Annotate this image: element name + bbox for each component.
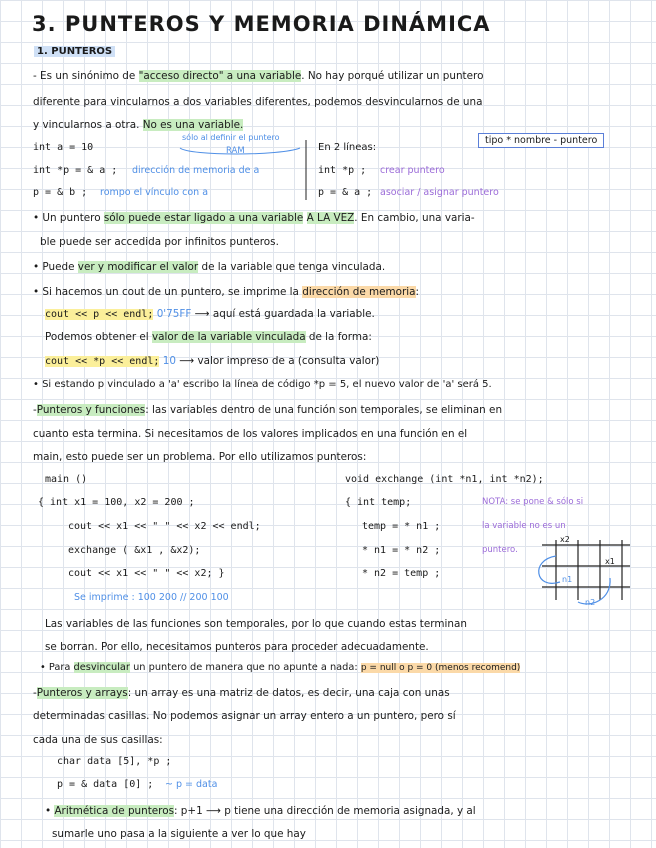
code-line: * n1 = * n2 ; [362,545,441,556]
code-line: { int temp; [345,497,412,508]
code-line: int a = 10 [33,142,94,153]
grid-label: n2 [585,598,596,607]
annotation: asociar / asignar puntero [380,187,499,198]
code-line: char data [5], *p ; [57,756,172,767]
note-line: NOTA: se pone & sólo si [482,497,584,507]
annotation: ~ p = data [165,779,218,790]
note-heading: En 2 líneas: [318,142,377,153]
grid-label: x2 [560,535,570,544]
section-heading-punteros: 1. PUNTEROS [34,46,115,57]
syntax-box: tipo * nombre - puntero [478,133,604,148]
code-line: p = & b ; [33,187,88,198]
annotation: dirección de memoria de a [132,165,260,176]
code-line: p = & data [0] ; [57,779,154,790]
code-line: void exchange (int *n1, int *n2); [345,474,544,485]
grid-label: n1 [562,575,573,584]
code-line: * n2 = temp ; [362,568,441,579]
note-line: puntero. [482,545,518,555]
code-line: int *p = & a ; [33,165,118,176]
code-line: main () [45,474,88,485]
annotation: crear puntero [380,165,445,176]
annotation: sólo al definir el puntero [182,133,280,142]
note-line: la variable no es un [482,521,566,531]
code-line: cout << x1 << " " << x2; } [68,568,225,579]
code-line: temp = * n1 ; [362,521,441,532]
page-title: 3. PUNTEROS Y MEMORIA DINÁMICA [32,12,491,36]
output-annotation: Se imprime : 100 200 // 200 100 [74,592,229,603]
code-line: { int x1 = 100, x2 = 200 ; [38,497,195,508]
code-line: cout << x1 << " " << x2 << endl; [68,521,261,532]
code-line: p = & a ; [318,187,373,198]
code-line: int *p ; [318,165,367,176]
annotation: rompo el vínculo con a [100,187,209,198]
grid-label: x1 [605,557,615,566]
code-line: exchange ( &x1 , &x2); [68,545,201,556]
highlight: "acceso directo" a una variable [138,70,302,82]
annotation: RAM [226,146,245,156]
